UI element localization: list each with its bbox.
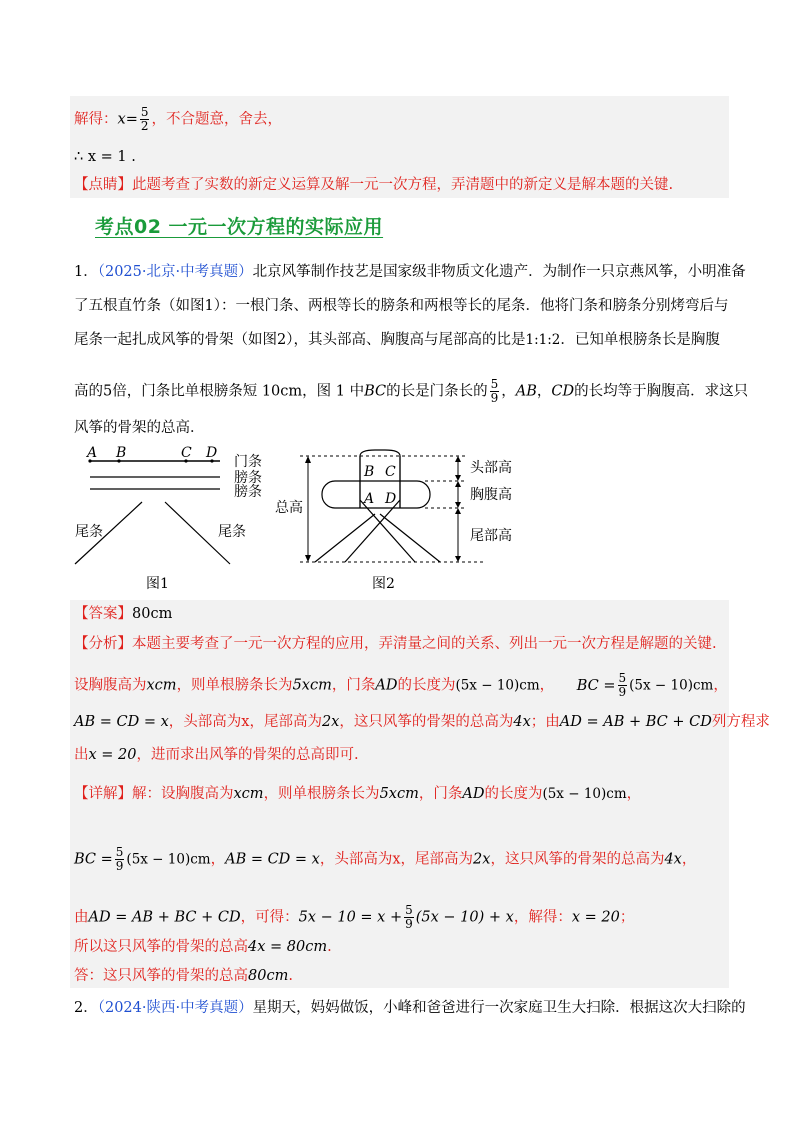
fig2-caption: 图2 bbox=[372, 576, 395, 592]
fig2-label-chest: 胸腹高 bbox=[470, 487, 512, 503]
answer-value: 80cm bbox=[132, 606, 173, 622]
fig1-label-bang2: 膀条 bbox=[234, 484, 262, 500]
analysis-line-2: 设胸腹高为xcm，则单根膀条长为5xcm，门条AD的长度为(5x − 10)cm， BC = $\frac{5}{9}$ (5x − 10)cm， bbox=[74, 671, 728, 699]
problem2-source: （2024·陕西·中考真题） bbox=[97, 1000, 253, 1016]
fig2-label-head: 头部高 bbox=[470, 460, 512, 476]
fig1-point-b: B bbox=[116, 445, 127, 461]
fig1-label-bang1: 膀条 bbox=[234, 470, 262, 486]
fig2-point-b: B bbox=[364, 464, 375, 480]
wei-tiao-a bbox=[360, 500, 415, 562]
analysis-line-3: AB = CD = x，头部高为x，尾部高为2x，这只风筝的骨架的总高为4x；由AD = AB + BC + CD列方程求 bbox=[74, 714, 770, 730]
solution-line-1: 解得：x= $\frac{5}{2}$ ，不合题意，舍去， bbox=[74, 105, 282, 133]
detail-line-2: BC = $\frac{5}{9}$ (5x − 10)cm，AB = CD = x，头部高为x，尾部高为2x，这只风筝的骨架的总高为4x， bbox=[74, 845, 697, 873]
problem1-line-4: 高的5倍，门条比单根膀条短 10cm，图 1 中BC的长是门条长的 $\frac{5}{9}$ ，AB，CD的长均等于胸腹高．求这只 bbox=[74, 377, 749, 405]
section-heading: 考点02 一元一次方程的实际应用 bbox=[95, 216, 384, 238]
problem1-line-3: 尾条一起扎成风筝的骨架（如图2），其头部高、胸腹高与尾部高的比是1:1:2．已知单根膀条长是胸腹 bbox=[74, 332, 720, 348]
solution-line-2: ∴ x = 1 . bbox=[74, 149, 136, 165]
figure-2 bbox=[275, 448, 535, 594]
answer-line bbox=[74, 604, 172, 624]
fig2-label-tail: 尾部高 bbox=[470, 528, 512, 544]
fig1-caption: 图1 bbox=[146, 576, 169, 592]
problem1-source: （2025·北京·中考真题） bbox=[97, 264, 253, 280]
fig1-point-c: C bbox=[181, 445, 192, 461]
detail-line-4: 所以这只风筝的骨架的总高4x = 80cm. bbox=[74, 939, 332, 955]
fig1-label-wei-left: 尾条 bbox=[75, 524, 103, 540]
bang-tiao-loop bbox=[322, 481, 430, 508]
answer-tag: 【答案】 bbox=[74, 606, 132, 622]
problem2-line-1: 2．（2024·陕西·中考真题）星期天，妈妈做饭，小峰和爸爸进行一次家庭卫生大扫除．根据这次大扫除的 bbox=[74, 1000, 746, 1016]
fig2-point-a: A bbox=[364, 491, 375, 507]
fig1-point-d: D bbox=[206, 445, 218, 461]
dianjing-line: 【点睛】此题考查了实数的新定义运算及解一元一次方程，弄清题中的新定义是解本题的关键. bbox=[74, 177, 674, 193]
detail-line-3: 由AD = AB + BC + CD，可得：5x − 10 = x + $\frac{5}{9}$ (5x − 10) + x，解得：x = 20； bbox=[74, 903, 635, 931]
problem1-line-5: 风筝的骨架的总高． bbox=[74, 420, 205, 436]
fig1-label-men: 门条 bbox=[234, 454, 262, 470]
detail-line-5: 答：这只风筝的骨架的总高80cm. bbox=[74, 968, 293, 984]
analysis-line-4: 出x = 20，进而求出风筝的骨架的总高即可. bbox=[74, 747, 359, 763]
fig2-label-total: 总高 bbox=[275, 500, 303, 516]
fig1-point-a: A bbox=[87, 445, 98, 461]
detail-line-1: 【详解】解：设胸腹高为xcm，则单根膀条长为5xcm，门条AD的长度为(5x − 10)cm， bbox=[74, 786, 642, 802]
fig1-label-wei-right: 尾条 bbox=[218, 524, 246, 540]
fig2-point-d: D bbox=[385, 491, 397, 507]
problem1-line-1: 1．（2025·北京·中考真题）北京风筝制作技艺是国家级非物质文化遗产．为制作一只京燕风筝，小明准备 bbox=[74, 264, 746, 280]
problem1-line-2: 了五根直竹条（如图1）：一根门条、两根等长的膀条和两根等长的尾条．他将门条和膀条分别烤弯后与 bbox=[74, 298, 729, 314]
figure-1 bbox=[70, 444, 290, 594]
analysis-line-1: 【分析】本题主要考查了一元一次方程的应用，弄清量之间的关系、列出一元一次方程是解题的关键. bbox=[74, 636, 717, 652]
fig2-point-c: C bbox=[385, 464, 396, 480]
